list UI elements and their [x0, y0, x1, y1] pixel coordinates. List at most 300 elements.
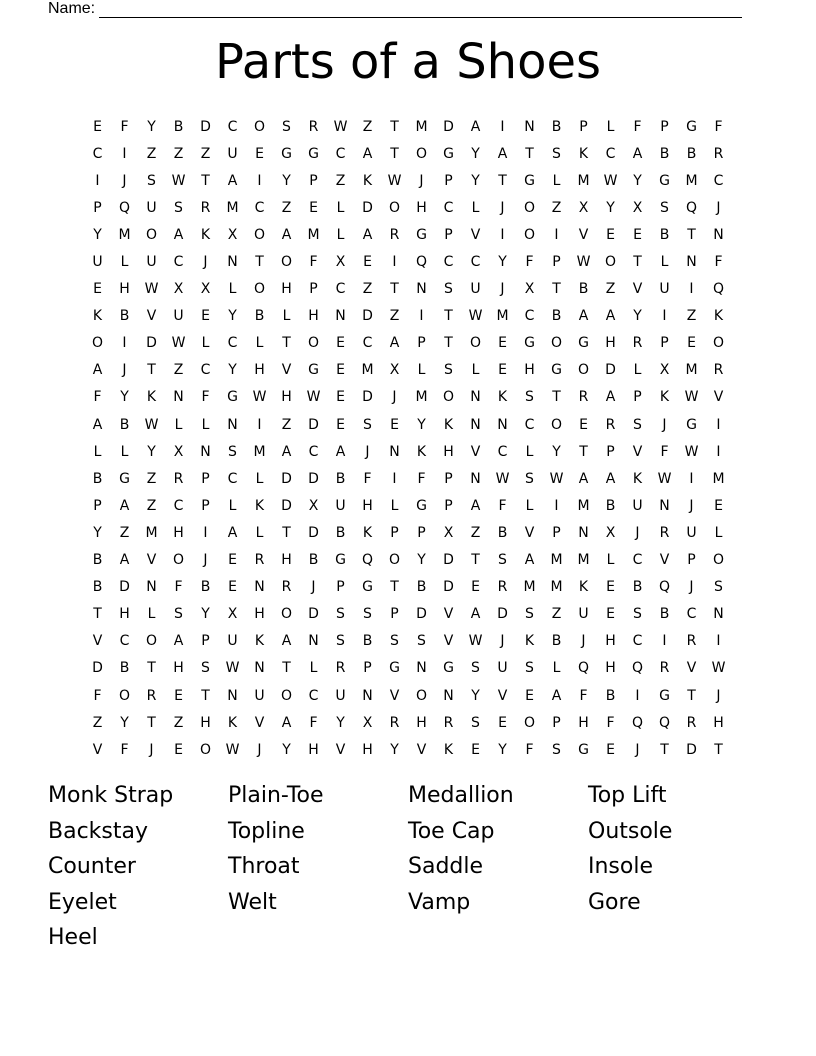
grid-letter[interactable]: I — [419, 308, 424, 325]
grid-letter[interactable]: B — [605, 687, 616, 704]
grid-letter[interactable]: Y — [390, 741, 399, 758]
grid-letter[interactable]: P — [390, 606, 399, 623]
grid-letter[interactable]: F — [201, 389, 210, 406]
grid-letter[interactable]: X — [173, 443, 184, 460]
grid-letter[interactable]: G — [578, 335, 589, 352]
grid-letter[interactable]: W — [711, 660, 726, 677]
grid-letter[interactable]: J — [365, 443, 370, 460]
grid-letter[interactable]: P — [93, 497, 102, 514]
grid-letter[interactable]: H — [173, 660, 184, 677]
grid-letter[interactable]: Z — [281, 416, 292, 433]
grid-letter[interactable]: Z — [335, 172, 346, 189]
grid-letter[interactable]: W — [225, 660, 240, 677]
grid-letter[interactable]: F — [174, 579, 183, 596]
grid-letter[interactable]: G — [659, 172, 670, 189]
grid-letter[interactable]: D — [308, 524, 319, 541]
grid-letter[interactable]: B — [362, 633, 373, 650]
grid-letter[interactable]: T — [633, 254, 642, 271]
grid-letter[interactable]: D — [362, 199, 373, 216]
grid-letter[interactable]: C — [254, 199, 265, 216]
grid-letter[interactable]: C — [443, 199, 454, 216]
grid-letter[interactable]: J — [581, 633, 586, 650]
grid-letter[interactable]: X — [578, 199, 589, 216]
grid-letter[interactable]: I — [662, 308, 667, 325]
grid-letter[interactable]: P — [201, 633, 210, 650]
grid-letter[interactable]: A — [578, 308, 589, 325]
grid-letter[interactable]: C — [308, 687, 319, 704]
grid-letter[interactable]: F — [714, 254, 723, 271]
grid-letter[interactable]: B — [551, 633, 562, 650]
grid-letter[interactable]: V — [254, 714, 265, 731]
grid-letter[interactable]: P — [633, 389, 642, 406]
grid-letter[interactable]: S — [525, 660, 534, 677]
grid-letter[interactable]: I — [122, 335, 127, 352]
grid-letter[interactable]: E — [363, 254, 372, 271]
grid-letter[interactable]: Y — [147, 118, 156, 135]
grid-letter[interactable]: M — [145, 524, 158, 541]
grid-letter[interactable]: L — [606, 118, 615, 135]
grid-letter[interactable]: O — [172, 552, 185, 569]
grid-letter[interactable]: C — [470, 254, 481, 271]
grid-letter[interactable]: E — [255, 145, 264, 162]
grid-letter[interactable]: K — [524, 633, 535, 650]
grid-letter[interactable]: T — [390, 145, 399, 162]
grid-letter[interactable]: E — [336, 362, 345, 379]
grid-letter[interactable]: V — [146, 552, 157, 569]
grid-letter[interactable]: B — [335, 470, 346, 487]
grid-letter[interactable]: I — [554, 226, 559, 243]
grid-letter[interactable]: N — [443, 687, 454, 704]
grid-letter[interactable]: V — [416, 741, 427, 758]
grid-letter[interactable]: M — [685, 362, 698, 379]
grid-letter[interactable]: I — [257, 172, 262, 189]
grid-letter[interactable]: V — [92, 633, 103, 650]
grid-letter[interactable]: G — [686, 416, 697, 433]
grid-letter[interactable]: G — [227, 389, 238, 406]
grid-letter[interactable]: R — [254, 552, 265, 569]
grid-letter[interactable]: E — [606, 606, 615, 623]
grid-letter[interactable]: D — [281, 470, 292, 487]
grid-letter[interactable]: L — [228, 497, 237, 514]
grid-letter[interactable]: V — [335, 741, 346, 758]
grid-letter[interactable]: T — [714, 741, 723, 758]
grid-letter[interactable]: D — [497, 606, 508, 623]
grid-letter[interactable]: B — [659, 606, 670, 623]
grid-letter[interactable]: E — [309, 199, 318, 216]
grid-letter[interactable]: B — [92, 579, 103, 596]
grid-letter[interactable]: N — [470, 416, 481, 433]
grid-letter[interactable]: M — [685, 172, 698, 189]
grid-letter[interactable]: T — [660, 741, 669, 758]
grid-letter[interactable]: T — [498, 172, 507, 189]
grid-letter[interactable]: X — [227, 606, 238, 623]
grid-letter[interactable]: E — [336, 335, 345, 352]
grid-letter[interactable]: N — [578, 524, 589, 541]
grid-letter[interactable]: M — [415, 389, 428, 406]
grid-letter[interactable]: M — [253, 443, 266, 460]
grid-letter[interactable]: Y — [633, 172, 642, 189]
grid-letter[interactable]: D — [605, 362, 616, 379]
grid-letter[interactable]: Q — [658, 714, 671, 731]
grid-letter[interactable]: J — [122, 172, 127, 189]
grid-letter[interactable]: B — [578, 281, 589, 298]
grid-letter[interactable]: B — [173, 118, 184, 135]
grid-letter[interactable]: U — [227, 145, 238, 162]
grid-letter[interactable]: R — [335, 660, 346, 677]
grid-letter[interactable]: T — [255, 254, 264, 271]
grid-letter[interactable]: O — [523, 714, 536, 731]
grid-letter[interactable]: Q — [118, 199, 131, 216]
grid-letter[interactable]: Y — [552, 443, 561, 460]
grid-letter[interactable]: L — [201, 416, 210, 433]
grid-letter[interactable]: C — [173, 497, 184, 514]
grid-letter[interactable]: U — [335, 687, 346, 704]
grid-letter[interactable]: O — [199, 741, 212, 758]
grid-letter[interactable]: A — [227, 524, 238, 541]
grid-letter[interactable]: R — [659, 524, 670, 541]
grid-letter[interactable]: X — [173, 281, 184, 298]
grid-letter[interactable]: D — [416, 606, 427, 623]
grid-letter[interactable]: F — [363, 470, 372, 487]
grid-letter[interactable]: N — [254, 579, 265, 596]
grid-letter[interactable]: Z — [146, 470, 157, 487]
grid-letter[interactable]: K — [416, 443, 427, 460]
grid-letter[interactable]: J — [311, 579, 316, 596]
grid-letter[interactable]: K — [254, 497, 265, 514]
grid-letter[interactable]: V — [713, 389, 724, 406]
grid-letter[interactable]: T — [147, 362, 156, 379]
grid-letter[interactable]: B — [605, 497, 616, 514]
grid-letter[interactable]: U — [497, 660, 508, 677]
grid-letter[interactable]: O — [145, 226, 158, 243]
grid-letter[interactable]: V — [524, 524, 535, 541]
grid-letter[interactable]: J — [500, 281, 505, 298]
grid-letter[interactable]: G — [308, 362, 319, 379]
grid-letter[interactable]: C — [227, 335, 238, 352]
grid-letter[interactable]: O — [415, 145, 428, 162]
grid-letter[interactable]: E — [714, 497, 723, 514]
grid-letter[interactable]: J — [716, 199, 721, 216]
grid-letter[interactable]: V — [146, 308, 157, 325]
grid-letter[interactable]: P — [444, 172, 453, 189]
grid-letter[interactable]: Z — [686, 308, 697, 325]
grid-letter[interactable]: L — [633, 362, 642, 379]
grid-letter[interactable]: E — [471, 741, 480, 758]
grid-letter[interactable]: N — [308, 633, 319, 650]
grid-letter[interactable]: I — [500, 226, 505, 243]
grid-letter[interactable]: Z — [551, 606, 562, 623]
grid-letter[interactable]: N — [470, 470, 481, 487]
grid-letter[interactable]: M — [496, 308, 509, 325]
grid-letter[interactable]: I — [716, 633, 721, 650]
grid-letter[interactable]: Y — [417, 552, 426, 569]
grid-letter[interactable]: B — [497, 524, 508, 541]
grid-letter[interactable]: M — [550, 552, 563, 569]
grid-letter[interactable]: S — [525, 389, 534, 406]
grid-letter[interactable]: E — [498, 362, 507, 379]
grid-letter[interactable]: C — [200, 362, 211, 379]
grid-letter[interactable]: L — [390, 497, 399, 514]
grid-letter[interactable]: A — [281, 226, 292, 243]
grid-letter[interactable]: M — [712, 470, 725, 487]
grid-letter[interactable]: B — [92, 552, 103, 569]
grid-letter[interactable]: Z — [362, 281, 373, 298]
grid-letter[interactable]: S — [552, 145, 561, 162]
grid-letter[interactable]: E — [498, 335, 507, 352]
grid-letter[interactable]: J — [689, 497, 694, 514]
grid-letter[interactable]: A — [551, 687, 562, 704]
grid-letter[interactable]: E — [93, 281, 102, 298]
grid-letter[interactable]: B — [686, 145, 697, 162]
grid-letter[interactable]: Q — [361, 552, 374, 569]
grid-letter[interactable]: T — [147, 660, 156, 677]
grid-letter[interactable]: T — [525, 145, 534, 162]
grid-letter[interactable]: S — [201, 660, 210, 677]
grid-letter[interactable]: M — [523, 579, 536, 596]
grid-letter[interactable]: Z — [389, 308, 400, 325]
grid-letter[interactable]: V — [389, 687, 400, 704]
grid-letter[interactable]: A — [227, 172, 238, 189]
grid-letter[interactable]: V — [497, 687, 508, 704]
grid-letter[interactable]: W — [603, 172, 618, 189]
grid-letter[interactable]: V — [281, 362, 292, 379]
grid-letter[interactable]: P — [552, 714, 561, 731]
grid-letter[interactable]: N — [227, 687, 238, 704]
grid-letter[interactable]: Y — [471, 687, 480, 704]
grid-letter[interactable]: L — [525, 497, 534, 514]
grid-letter[interactable]: Y — [417, 416, 426, 433]
grid-letter[interactable]: A — [119, 497, 130, 514]
grid-letter[interactable]: K — [362, 172, 373, 189]
grid-letter[interactable]: L — [660, 254, 669, 271]
grid-letter[interactable]: X — [524, 281, 535, 298]
grid-letter[interactable]: Z — [173, 362, 184, 379]
grid-letter[interactable]: U — [227, 633, 238, 650]
grid-letter[interactable]: H — [362, 497, 373, 514]
grid-letter[interactable]: V — [92, 741, 103, 758]
grid-letter[interactable]: W — [144, 416, 159, 433]
grid-letter[interactable]: J — [635, 741, 640, 758]
grid-letter[interactable]: I — [392, 254, 397, 271]
grid-letter[interactable]: Y — [228, 308, 237, 325]
grid-letter[interactable]: E — [579, 416, 588, 433]
grid-letter[interactable]: N — [497, 416, 508, 433]
grid-letter[interactable]: C — [308, 443, 319, 460]
grid-letter[interactable]: O — [388, 552, 401, 569]
grid-letter[interactable]: N — [200, 443, 211, 460]
grid-letter[interactable]: F — [606, 714, 615, 731]
grid-letter[interactable]: Y — [120, 714, 129, 731]
grid-letter[interactable]: H — [605, 660, 616, 677]
grid-letter[interactable]: E — [390, 416, 399, 433]
grid-letter[interactable]: L — [336, 199, 345, 216]
grid-letter[interactable]: H — [605, 633, 616, 650]
grid-letter[interactable]: O — [118, 687, 131, 704]
grid-letter[interactable]: P — [363, 660, 372, 677]
grid-letter[interactable]: D — [92, 660, 103, 677]
grid-letter[interactable]: W — [657, 470, 672, 487]
grid-letter[interactable]: D — [281, 497, 292, 514]
grid-letter[interactable]: E — [471, 579, 480, 596]
grid-letter[interactable]: U — [632, 497, 643, 514]
grid-letter[interactable]: Q — [712, 281, 725, 298]
grid-letter[interactable]: L — [309, 660, 318, 677]
grid-letter[interactable]: D — [362, 389, 373, 406]
grid-letter[interactable]: Z — [470, 524, 481, 541]
grid-letter[interactable]: S — [390, 633, 399, 650]
grid-letter[interactable]: I — [716, 443, 721, 460]
grid-letter[interactable]: S — [174, 606, 183, 623]
grid-letter[interactable]: P — [201, 470, 210, 487]
grid-letter[interactable]: R — [281, 579, 292, 596]
grid-letter[interactable]: W — [171, 172, 186, 189]
grid-letter[interactable]: X — [605, 524, 616, 541]
grid-letter[interactable]: H — [308, 308, 319, 325]
grid-letter[interactable]: I — [203, 524, 208, 541]
grid-letter[interactable]: H — [713, 714, 724, 731]
grid-letter[interactable]: C — [119, 633, 130, 650]
grid-letter[interactable]: H — [524, 362, 535, 379]
grid-letter[interactable]: M — [577, 497, 590, 514]
grid-letter[interactable]: F — [579, 687, 588, 704]
grid-letter[interactable]: S — [363, 606, 372, 623]
grid-letter[interactable]: F — [525, 254, 534, 271]
grid-letter[interactable]: G — [281, 145, 292, 162]
grid-letter[interactable]: A — [281, 714, 292, 731]
grid-letter[interactable]: L — [552, 172, 561, 189]
grid-letter[interactable]: L — [201, 335, 210, 352]
grid-letter[interactable]: S — [174, 199, 183, 216]
grid-letter[interactable]: D — [686, 741, 697, 758]
grid-letter[interactable]: R — [659, 660, 670, 677]
grid-letter[interactable]: E — [606, 579, 615, 596]
grid-letter[interactable]: K — [443, 416, 454, 433]
grid-letter[interactable]: D — [200, 118, 211, 135]
grid-letter[interactable]: E — [606, 741, 615, 758]
grid-letter[interactable]: J — [662, 416, 667, 433]
grid-letter[interactable]: O — [253, 226, 266, 243]
grid-letter[interactable]: H — [254, 606, 265, 623]
grid-letter[interactable]: T — [471, 552, 480, 569]
grid-letter[interactable]: L — [147, 606, 156, 623]
grid-letter[interactable]: A — [524, 552, 535, 569]
grid-letter[interactable]: S — [498, 552, 507, 569]
grid-letter[interactable]: D — [146, 335, 157, 352]
grid-letter[interactable]: A — [92, 416, 103, 433]
grid-letter[interactable]: G — [416, 226, 427, 243]
grid-letter[interactable]: C — [713, 172, 724, 189]
grid-letter[interactable]: D — [443, 552, 454, 569]
grid-letter[interactable]: X — [362, 714, 373, 731]
grid-letter[interactable]: H — [173, 524, 184, 541]
grid-letter[interactable]: N — [416, 660, 427, 677]
grid-letter[interactable]: A — [470, 606, 481, 623]
grid-letter[interactable]: U — [173, 308, 184, 325]
grid-letter[interactable]: C — [443, 254, 454, 271]
grid-letter[interactable]: W — [225, 741, 240, 758]
grid-letter[interactable]: D — [308, 470, 319, 487]
grid-letter[interactable]: M — [118, 226, 131, 243]
grid-letter[interactable]: A — [470, 497, 481, 514]
grid-letter[interactable]: J — [257, 741, 262, 758]
grid-letter[interactable]: U — [146, 199, 157, 216]
grid-letter[interactable]: X — [308, 497, 319, 514]
grid-letter[interactable]: K — [659, 389, 670, 406]
grid-letter[interactable]: U — [335, 497, 346, 514]
grid-letter[interactable]: A — [173, 633, 184, 650]
grid-letter[interactable]: V — [470, 226, 481, 243]
grid-letter[interactable]: K — [92, 308, 103, 325]
grid-letter[interactable]: O — [280, 254, 293, 271]
grid-letter[interactable]: F — [498, 497, 507, 514]
grid-letter[interactable]: O — [415, 687, 428, 704]
grid-letter[interactable]: Y — [606, 199, 615, 216]
grid-letter[interactable]: N — [470, 389, 481, 406]
grid-letter[interactable]: G — [524, 172, 535, 189]
grid-letter[interactable]: K — [578, 145, 589, 162]
grid-letter[interactable]: V — [470, 443, 481, 460]
grid-letter[interactable]: E — [174, 741, 183, 758]
grid-letter[interactable]: H — [281, 552, 292, 569]
grid-letter[interactable]: O — [550, 335, 563, 352]
grid-letter[interactable]: A — [389, 335, 400, 352]
grid-letter[interactable]: T — [201, 172, 210, 189]
grid-letter[interactable]: Z — [362, 118, 373, 135]
grid-letter[interactable]: L — [525, 443, 534, 460]
grid-letter[interactable]: U — [92, 254, 103, 271]
grid-letter[interactable]: B — [308, 552, 319, 569]
grid-letter[interactable]: U — [686, 524, 697, 541]
grid-letter[interactable]: E — [498, 714, 507, 731]
grid-letter[interactable]: O — [280, 687, 293, 704]
grid-letter[interactable]: P — [201, 497, 210, 514]
grid-letter[interactable]: S — [336, 633, 345, 650]
grid-letter[interactable]: P — [660, 335, 669, 352]
grid-letter[interactable]: O — [442, 389, 455, 406]
grid-letter[interactable]: R — [497, 579, 508, 596]
grid-letter[interactable]: T — [552, 389, 561, 406]
grid-letter[interactable]: H — [578, 714, 589, 731]
grid-letter[interactable]: P — [309, 281, 318, 298]
grid-letter[interactable]: S — [660, 199, 669, 216]
grid-letter[interactable]: E — [174, 687, 183, 704]
grid-letter[interactable]: Y — [228, 362, 237, 379]
grid-letter[interactable]: W — [576, 254, 591, 271]
grid-letter[interactable]: L — [255, 524, 264, 541]
grid-letter[interactable]: R — [686, 714, 697, 731]
grid-letter[interactable]: Q — [631, 714, 644, 731]
grid-letter[interactable]: T — [201, 687, 210, 704]
grid-letter[interactable]: J — [689, 579, 694, 596]
grid-letter[interactable]: P — [93, 199, 102, 216]
grid-letter[interactable]: H — [119, 606, 130, 623]
grid-letter[interactable]: S — [552, 741, 561, 758]
grid-letter[interactable]: Z — [173, 714, 184, 731]
grid-letter[interactable]: P — [660, 118, 669, 135]
grid-letter[interactable]: P — [336, 579, 345, 596]
grid-letter[interactable]: G — [362, 579, 373, 596]
grid-letter[interactable]: O — [253, 281, 266, 298]
grid-letter[interactable]: C — [227, 470, 238, 487]
grid-letter[interactable]: W — [144, 281, 159, 298]
grid-letter[interactable]: B — [659, 145, 670, 162]
grid-letter[interactable]: G — [119, 470, 130, 487]
grid-letter[interactable]: R — [146, 687, 157, 704]
grid-letter[interactable]: S — [147, 172, 156, 189]
grid-letter[interactable]: M — [577, 552, 590, 569]
grid-letter[interactable]: F — [417, 470, 426, 487]
grid-letter[interactable]: F — [525, 741, 534, 758]
